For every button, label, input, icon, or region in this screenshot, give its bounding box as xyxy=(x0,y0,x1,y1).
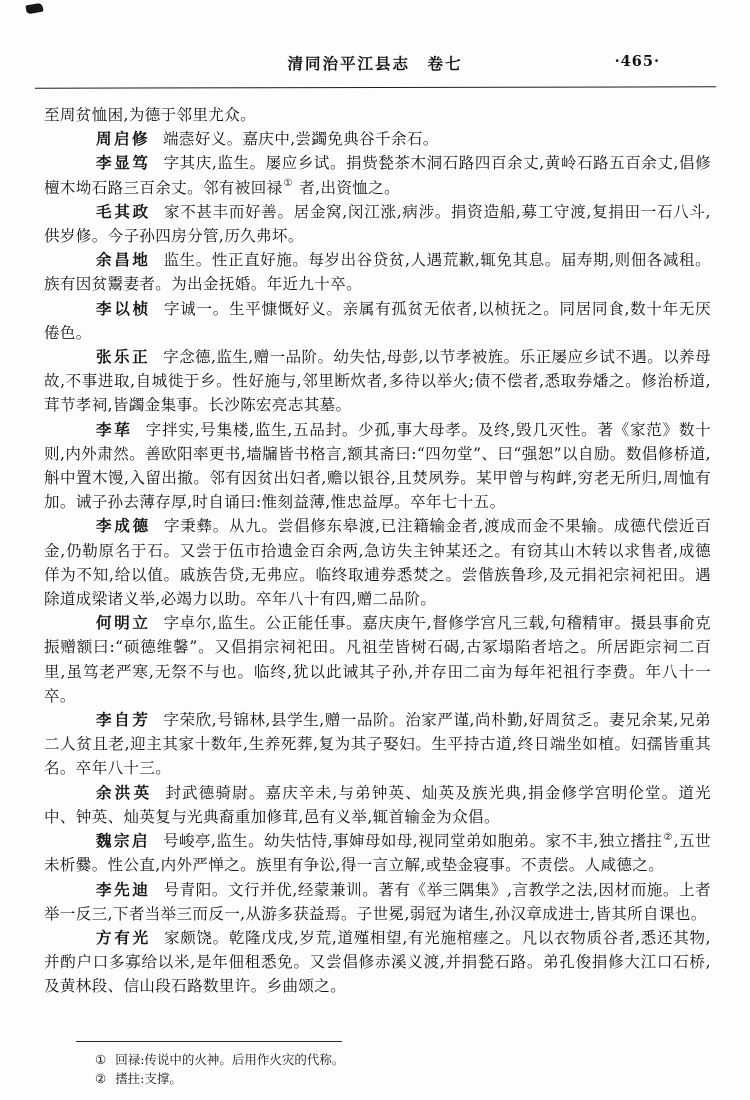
footnote-ref: ② xyxy=(663,831,673,843)
person-name: 方有光 xyxy=(96,927,151,947)
biography-paragraph: 张乐正 字念德,监生,赠一品阶。幼失怙,母彭,以节孝被旌。乐正屡应乡试不遇。以养母故,不事进取,自城徙于乡。性好施与,邻里断炊者,多待以举火;债不偿者,悉取券燔之。修治桥道,茸节孝祠,皆蠲金集事。长沙陈宏亮志其墓。 xyxy=(44,347,711,415)
page-header-title: 清同治平江县志 卷七 xyxy=(287,54,463,73)
footnotes-block xyxy=(95,1050,655,1088)
footnote-text: 搘拄:支撑。 xyxy=(115,1071,182,1086)
footnote-ref: ① xyxy=(283,178,293,190)
biography-paragraph: 李以桢 字诚一。生平慷慨好义。亲属有孤贫无依者,以桢抚之。同居同食,数十年无厌倦色。 xyxy=(44,298,711,342)
page-header xyxy=(36,52,714,78)
header-divider-rule xyxy=(35,86,716,88)
biographies-text-block xyxy=(44,103,711,999)
biography-paragraph: 何明立 字卓尔,监生。公正能任事。嘉庆庚午,督修学宫凡三载,句稽精审。摄县事俞克振赠额曰:“硕德维馨”。又倡捐宗祠祀田。凡祖茔皆树石碣,古冢塌陷者培之。所居距宗祠二百里,虽笃老严寒,无祭不与也。临终,犹以此诫其子孙,并存田二亩为每年祀祖行李费。年八十一卒。 xyxy=(44,613,711,705)
person-name: 张乐正 xyxy=(96,347,151,367)
person-name: 周启修 xyxy=(96,129,151,149)
biography-paragraph: 李成德 字秉彝。从九。尝倡修东皋渡,已注籍输金者,渡成而金不果输。成德代偿近百金,仍勒原名于石。又尝于伍市拾遗金百余两,急访失主钟某还之。有窃其山木转以求售者,成德佯为不知,给以值。戚族告贷,无弗应。临终取逋券悉焚之。尝偕族鲁珍,及元捐祀宗祠祀田。遇除道成梁诸义举,必竭力以助。卒年八十有四,赠二品阶。 xyxy=(44,516,711,609)
person-name: 李以桢 xyxy=(96,298,152,318)
person-name: 魏宗启 xyxy=(96,831,151,851)
person-name: 李显笃 xyxy=(96,153,151,173)
biography-paragraph: 魏宗启 号峻亭,监生。幼失怙恃,事婶母如母,视同堂弟如胞弟。家不丰,独立搘拄②,五世未析爨。性公直,内外严惮之。族里有争讼,得一言立解,或垫金寝事。不责偿。人咸德之。 xyxy=(44,831,711,875)
biography-paragraph: 李自芳 字荣欣,号锦林,县学生,赠一品阶。治家严谨,尚朴勤,好周贫乏。妻兄余某,兄弟二人贫且老,迎主其家十数年,生养死葬,复为其子娶妇。生平持古道,终日端坐如植。妇孺皆重其名。卒年八十三。 xyxy=(44,710,711,778)
continuation-paragraph: 至周贫恤困,为德于邻里尤众。 xyxy=(44,106,257,124)
biography-paragraph: 毛其政 家不甚丰而好善。居金窝,闵江涨,病涉。捐资造船,募工守渡,复捐田一石八斗,供岁修。今子孙四房分管,历久弗坏。 xyxy=(44,201,711,246)
person-name: 余昌地 xyxy=(96,250,151,270)
biography-paragraph: 李先迪 号青阳。文行并优,经蒙兼训。著有《举三隅集》,言教学之法,因材而施。上者举一反三,下者当举三而反一,从游多获益焉。子世冕,弱冠为诸生,孙汉章成进士,皆其所自课也。 xyxy=(44,879,711,923)
biography-paragraph: 李显笃 字其庆,监生。屡应乡试。捐赀甃茶木洞石路四百余丈,黄岭石路五百余丈,倡修檀木坳石路三百余丈。邻有被回禄① 者,出资恤之。 xyxy=(44,153,711,197)
person-name: 何明立 xyxy=(96,613,151,633)
person-name: 李先迪 xyxy=(96,879,151,899)
person-name: 李自芳 xyxy=(96,710,151,730)
page-number: ·465· xyxy=(614,53,660,70)
biography-paragraph: 方有光 家颇饶。乾隆戊戌,岁荒,道殣相望,有光施棺瘗之。凡以衣物质谷者,悉还其物,并酌户口多寡给以米,是年佃租悉免。又尝倡修赤溪义渡,并捐甃石路。弟孔俊捐修大江口石桥,及黄林段、信山段石路数里许。乡曲颂之。 xyxy=(44,927,711,996)
footnote-marker: ② xyxy=(95,1071,107,1086)
person-name: 毛其政 xyxy=(96,201,151,221)
person-name: 李荜 xyxy=(96,419,133,439)
footnote-text: 回禄:传说中的火神。后用作火灾的代称。 xyxy=(115,1052,345,1067)
person-name: 余洪英 xyxy=(96,782,153,802)
footnote-item xyxy=(95,1050,655,1069)
biography-paragraph: 李荜 字拌实,号集楼,监生,五品封。少孤,事大母孝。及终,毁几灭性。著《家范》数十则,内外肃然。善欧阳率更书,墙牖皆书格言,额其斋曰:“四勿堂”、曰“强恕”以自励。数倡修桥道,斛中置木馒,入留出撤。邻有因贫出妇者,赡以银谷,且焚夙券。某甲曾与构衅,穷老无所归,周恤有加。诫子孙去薄存厚,时自诵曰:惟刻益薄,惟忠益厚。卒年七十五。 xyxy=(44,419,711,512)
footnote-divider-rule xyxy=(76,1041,342,1042)
footnote-item xyxy=(95,1069,655,1088)
biography-paragraph: 余洪英 封武德骑尉。嘉庆辛未,与弟钟英、灿英及族光典,捐金修学宫明伦堂。道光中、钟英、灿英复与光典裔重加修茸,邑有义举,辄首输金为众倡。 xyxy=(44,782,711,826)
biography-paragraph: 余昌地 监生。性正直好施。每岁出谷贷贫,人遇荒歉,辄免其息。届寿期,则佃各减租。族有因贫鬻妻者。为出金抚婚。年近九十卒。 xyxy=(44,250,711,294)
footnote-marker: ① xyxy=(95,1052,107,1067)
person-name: 李成德 xyxy=(96,516,152,536)
scan-ink-artifact xyxy=(25,3,43,15)
biography-paragraph: 周启修 端悫好义。嘉庆中,尝蠲免典谷千余石。 xyxy=(96,129,439,149)
